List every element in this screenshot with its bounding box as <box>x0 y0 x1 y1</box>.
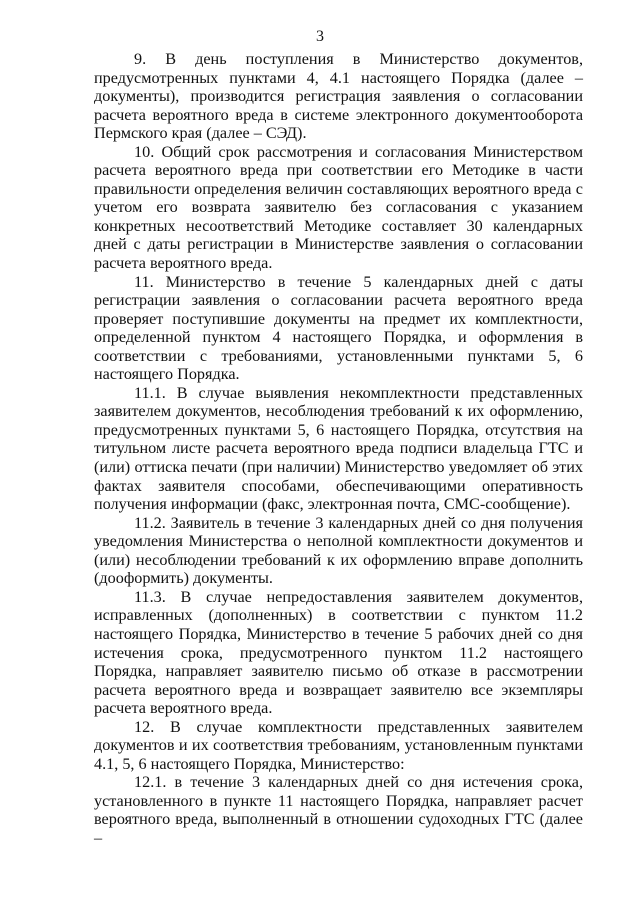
paragraph-11-1: 11.1. В случае выявления некомплектности представленных заявителем документов, несоблюдения требований к их оформлению, предусмотренных пунктами 5, 6 настоящего Порядка, отсутствия на титульном листе расчета вероятного вреда подписи владельца ГТС и (или) оттиска печати (при наличии) Министерство уведомляет об этих фактах заявителя способами, обеспечивающими оперативность получения информации (факс, электронная почта, СМС-сообщение). <box>94 383 583 514</box>
paragraph-9: 9. В день поступления в Министерство документов, предусмотренных пунктами 4, 4.1 настоящего Порядка (далее – документы), производится регистрация заявления о согласовании расчета вероятного вреда в системе электронного документооборота Пермского края (далее – СЭД). <box>94 50 583 143</box>
paragraph-11: 11. Министерство в течение 5 календарных дней с даты регистрации заявления о согласовании расчета вероятного вреда проверяет поступившие документы на предмет их комплектности, определенной пунктом 4 настоящего Порядка, и оформления в соответствии с требованиями, установленными пунктами 5, 6 настоящего Порядка. <box>94 272 583 384</box>
paragraph-11-2: 11.2. Заявитель в течение 3 календарных дней со дня получения уведомления Министерства о неполной комплектности документов и (или) несоблюдении требований к их оформлению вправе дополнить (дооформить) документы. <box>94 513 583 588</box>
paragraph-12: 12. В случае комплектности представленных заявителем документов и их соответствия требованиям, установленным пунктами 4.1, 5, 6 настоящего Порядка, Министерство: <box>94 717 583 773</box>
paragraph-12-1: 12.1. в течение 3 календарных дней со дня истечения срока, установленного в пункте 11 настоящего Порядка, направляет расчет вероятного вреда, выполненный в отношении судоходных ГТС (далее – <box>94 773 583 847</box>
page-number: 3 <box>316 28 324 45</box>
paragraph-11-3: 11.3. В случае непредоставления заявителем документов, исправленных (дополненных) в соответствии с пунктом 11.2 настоящего Порядка, Министерство в течение 5 рабочих дней со дня истечения срока, предусмотренного пунктом 11.2 настоящего Порядка, направляет заявителю письмо об отказе в рассмотрении расчета вероятного вреда и возвращает заявителю все экземпляры расчета вероятного вреда. <box>94 587 583 718</box>
document-body <box>94 50 583 848</box>
paragraph-10: 10. Общий срок рассмотрения и согласования Министерством расчета вероятного вреда при соответствии его Методике в части правильности определения величин составляющих вероятного вреда с учетом его возврата заявителю без согласования с указанием конкретных несоответствий Методике составляет 30 календарных дней с даты регистрации в Министерстве заявления о согласовании расчета вероятного вреда. <box>94 142 583 273</box>
